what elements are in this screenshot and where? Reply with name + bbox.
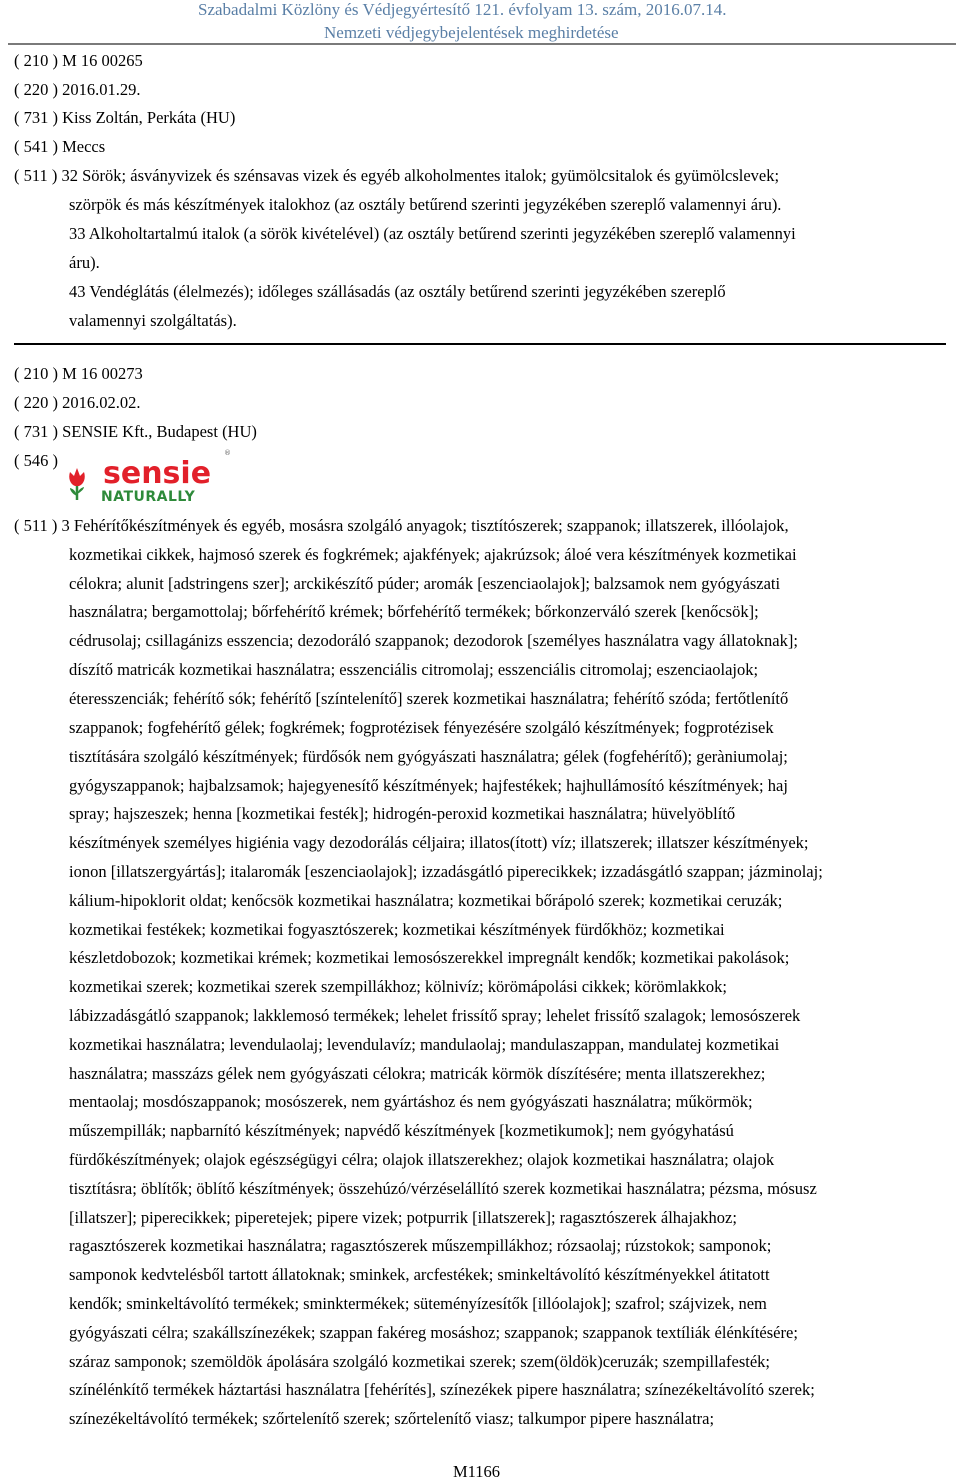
entry1-filing-date: ( 220 ) 2016.01.29. xyxy=(14,80,141,99)
entry2-goods-line: lábizzadásgátló szappanok; lakklemosó termékek; lehelet frissítő spray; lehelet frissítő szalagok; lemosószerek xyxy=(69,1006,801,1025)
journal-title: Szabadalmi Közlöny és Védjegyértesítő 121. évfolyam 13. szám, 2016.07.14. xyxy=(198,0,727,19)
page-number: M1166 xyxy=(453,1462,501,1481)
entry2-goods-line: száraz samponok; szemöldök ápolására szolgáló kozmetikai szerek; szem(öldök)ceruzák; szempillafesték; xyxy=(69,1352,770,1371)
entry2-goods-line: fürdőkészítmények; olajok egészségügyi célra; olajok illatszerekhez; olajok kozmetikai használatra; olajok xyxy=(69,1150,775,1169)
entry2-goods-line: spray; hajszeszek; henna [kozmetikai festék]; hidrogén-peroxid kozmetikai használatra; hüvelyöblítő xyxy=(69,804,736,823)
entry2-goods-line: [illatszer]; piperecikkek; piperetejek; pipere vizek; potpurrik [illatszerek]; ragasztószerek álhajakhoz; xyxy=(69,1208,737,1227)
entry2-goods-line: kozmetikai festékek; kozmetikai fogyasztószerek; kozmetikai készítmények fürdőkhöz; kozmetikai xyxy=(69,920,725,939)
entry1-goods-line: áru). xyxy=(69,253,100,272)
entry2-application-number: ( 210 ) M 16 00273 xyxy=(14,364,143,383)
entry2-figurative-label: ( 546 ) xyxy=(14,451,58,470)
section-title: Nemzeti védjegybejelentések meghirdetése xyxy=(324,23,619,42)
entry2-goods-line: kálium-hipoklorit oldat; kenőcsök kozmetikai használatra; kozmetikai bőrápoló szerek; kozmetikai ceruzák; xyxy=(69,891,783,910)
entry2-goods-line: ragasztószerek kozmetikai használatra; ragasztószerek műszempillákhoz; rózsaolaj; rúzstokok; samponok; xyxy=(69,1236,772,1255)
entry2-goods-line: szappanok; fogfehérítő gélek; fogkrémek; fogprotézisek fényezésére szolgáló készítmények; fogprotézisek xyxy=(69,718,774,737)
entry1-applicant: ( 731 ) Kiss Zoltán, Perkáta (HU) xyxy=(14,108,236,127)
logo-tagline: NATURALLY xyxy=(101,489,196,504)
entry2-goods-line: kozmetikai használatra; levendulaolaj; levendulavíz; mandulaolaj; mandulaszappan, mandulatej kozmetikai xyxy=(69,1035,780,1054)
entry1-application-number: ( 210 ) M 16 00265 xyxy=(14,51,143,70)
entry2-goods-line: cédrusolaj; csillagánizs esszencia; dezodoráló szappanok; dezodorok [személyes használatra vagy állatoknak]; xyxy=(69,631,798,650)
registered-mark: ® xyxy=(224,449,231,457)
entry2-goods-line: gyógyszappanok; hajbalzsamok; hajegyenesítő készítmények; hajfestékek; hajhullámosító készítmények; haj xyxy=(69,776,788,795)
entry2-goods-line: készítmények személyes higiénia vagy dezodorálás céljaira; illatos(ított) víz; illatszerek; illatszer készítmények; xyxy=(69,833,809,852)
entry2-goods-line: mentaolaj; mosdószappanok; mosószerek, nem gyártáshoz és nem gyógyászati használatra; műkörmök; xyxy=(69,1092,753,1111)
entry1-goods-line: ( 511 ) 32 Sörök; ásványvizek és szénsavas vizek és egyéb alkoholmentes italok; gyümölcsitalok és gyümölcslevek; xyxy=(14,166,780,185)
entry2-goods-line: kozmetikai szerek; kozmetikai szerek szempillákhoz; kölnivíz; körömápolási cikkek; körömlakkok; xyxy=(69,977,727,996)
entry2-goods-line: színélénkítő termékek háztartási használatra [fehérítés], színezékek pipere használatra; színezékeltávolító szerek; xyxy=(69,1380,815,1399)
entry2-goods-line: gyógyászati célra; szakállszínezékek; szappan fakéreg mosáshoz; szappanok; szappanok textíliák élénkítésére; xyxy=(69,1323,798,1342)
entry2-goods-line: tisztítására szolgáló készítmények; fürdősók nem gyógyászati használatra; gélek (fogfehérítő); geràniumolaj; xyxy=(69,747,788,766)
entry2-goods-line: tisztításra; öblítők; öblítő készítmények; összehúzó/vérzéselállító szerek kozmetikai használatra; pézsma, mósusz xyxy=(69,1179,817,1198)
entry2-goods-line: kozmetikai cikkek, hajmosó szerek és fogkrémek; ajakfények; ajakrúzsok; áloé vera készítmények kozmetikai xyxy=(69,545,797,564)
entry2-goods-line: ( 511 ) 3 Fehérítőkészítmények és egyéb, mosásra szolgáló anyagok; tisztítószerek; szappanok; illatszerek, illóolajok, xyxy=(14,516,789,535)
entry1-goods-line: valamennyi szolgáltatás). xyxy=(69,311,237,330)
page-header xyxy=(0,0,960,44)
entry2-goods-line: használatra; masszázs gélek nem gyógyászati célokra; matricák körmök díszítésére; menta illatszerekhez; xyxy=(69,1064,766,1083)
entry2-goods-line: kendők; sminkeltávolító termékek; sminktermékek; süteményízesítők [illóolajok]; szafrol; szájvizek, nem xyxy=(69,1294,767,1313)
entry2-goods-line: használatra; bergamottolaj; bőrfehérítő krémek; bőrfehérítő termékek; bőrkonzerváló szerek [kenőcsök]; xyxy=(69,602,759,621)
entry2-goods-line: ionon [illatszergyártás]; italaromák [eszenciaolajok]; izzadásgátló piperecikkek; izzadásgátló szappan; jázminolaj; xyxy=(69,862,823,881)
entry1-word-mark: ( 541 ) Meccs xyxy=(14,137,106,156)
entry1-goods-line: 43 Vendéglátás (élelmezés); időleges szállásadás (az osztály betűrend szerinti jegyzékében szereplő xyxy=(69,282,726,301)
sensie-logo xyxy=(66,446,232,504)
entry2-goods-line: műszempillák; napbarnító készítmények; napvédő készítmények [kozmetikumok]; nem gyógyhatású xyxy=(69,1121,734,1140)
entry2-goods-line: samponok kedvtelésből tartott állatoknak; sminkek, arcfestékek; sminkeltávolító készítményekkel átitatott xyxy=(69,1265,770,1284)
entry1-goods-line: 33 Alkoholtartalmú italok (a sörök kivételével) (az osztály betűrend szerinti jegyzékében szereplő valamennyi xyxy=(69,224,796,243)
logo-wordmark: sensie xyxy=(103,456,212,491)
entry2-applicant: ( 731 ) SENSIE Kft., Budapest (HU) xyxy=(14,422,257,441)
entry2-filing-date: ( 220 ) 2016.02.02. xyxy=(14,393,141,412)
entry2-goods-line: színezékeltávolító termékek; szőrtelenítő szerek; szőrtelenítő viasz; talkumpor pipere használatra; xyxy=(69,1409,715,1428)
header-divider xyxy=(8,43,956,45)
entry2-goods-line: díszítő matricák kozmetikai használatra; esszenciális citromolaj; esszenciális citromolaj; eszenciaolajok; xyxy=(69,660,759,679)
entry2-goods-line: célokra; alunit [adstringens szer]; arckikészítő púder; aromák [eszenciaolajok]; balzsamok nem gyógyászati xyxy=(69,574,781,593)
entry2-goods-line: éteresszenciák; fehérítő sók; fehérítő [színtelenítő] szerek kozmetikai használatra; fehérítő szóda; fertőtlenítő xyxy=(69,689,789,708)
entry1-goods-line: szörpök és más készítmények italokhoz (az osztály betűrend szerinti jegyzékében szereplő valamennyi áru). xyxy=(69,195,782,214)
entry-divider xyxy=(14,343,946,345)
tulip-icon xyxy=(69,468,85,500)
entry2-goods-line: készletdobozok; kozmetikai krémek; kozmetikai lemosószerekkel impregnált kendők; kozmetikai pakolások; xyxy=(69,948,790,967)
